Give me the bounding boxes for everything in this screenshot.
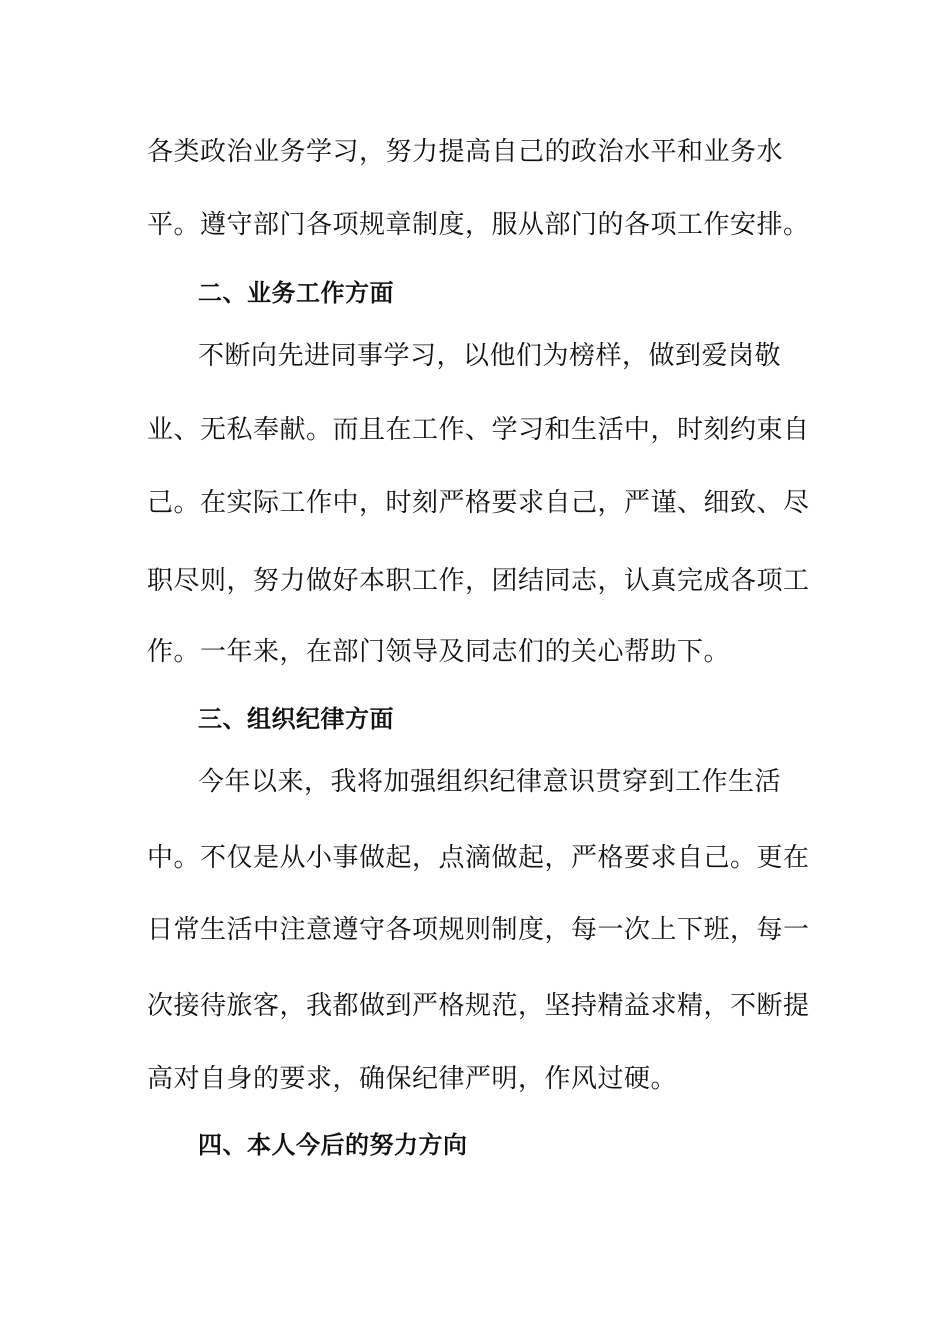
paragraph-line: 己。在实际工作中，时刻严格要求自己，严谨、细致、尽 <box>147 488 810 518</box>
paragraph-line: 次接待旅客，我都做到严格规范，坚持精益求精，不断提 <box>147 991 810 1021</box>
section-heading-future-direction: 四、本人今后的努力方向 <box>198 1131 468 1159</box>
paragraph-line: 今年以来，我将加强组织纪律意识贯穿到工作生活 <box>198 767 782 797</box>
paragraph-line: 高对自身的要求，确保纪律严明，作风过硬。 <box>147 1064 678 1094</box>
paragraph-line: 平。遵守部门各项规章制度，服从部门的各项工作安排。 <box>147 210 810 240</box>
section-heading-discipline: 三、组织纪律方面 <box>198 705 394 733</box>
paragraph-line: 不断向先进同事学习，以他们为榜样，做到爱岗敬 <box>198 341 782 371</box>
paragraph-line: 业、无私奉献。而且在工作、学习和生活中，时刻约束自 <box>147 415 810 445</box>
paragraph-line: 中。不仅是从小事做起，点滴做起，严格要求自己。更在 <box>147 843 810 873</box>
paragraph-line: 作。一年来，在部门领导及同志们的关心帮助下。 <box>147 637 731 667</box>
section-heading-business: 二、业务工作方面 <box>198 279 394 307</box>
paragraph-line: 职尽则，努力做好本职工作，团结同志，认真完成各项工 <box>147 566 810 596</box>
paragraph-line: 各类政治业务学习，努力提高自己的政治水平和业务水 <box>147 137 784 167</box>
paragraph-line: 日常生活中注意遵守各项规则制度，每一次上下班，每一 <box>147 915 810 945</box>
